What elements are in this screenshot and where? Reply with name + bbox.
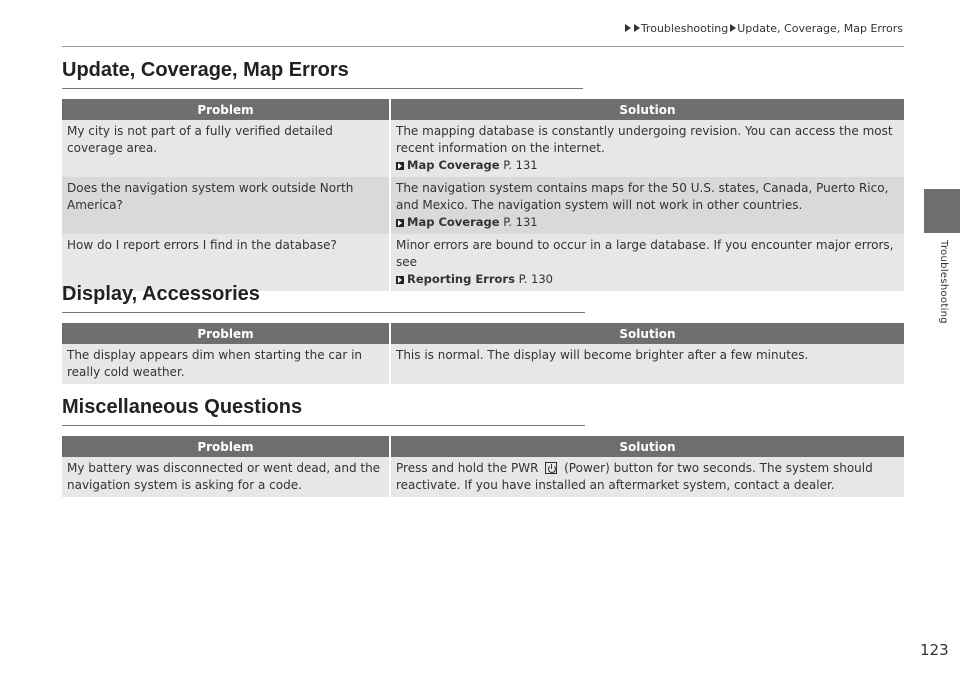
miscellaneous-table [62,436,904,497]
table-header-row [62,436,904,457]
cross-reference-link[interactable] [396,271,898,288]
solution-cell: This is normal. The display will become brighter after a few minutes. [390,344,904,384]
problem-column-header: Problem [62,323,390,344]
problem-cell: The display appears dim when starting the car in really cold weather. [62,344,390,384]
section-divider [62,425,585,426]
solution-cell [390,177,904,234]
table-row [62,344,904,384]
solution-text: Press and hold the PWR [396,461,539,475]
cross-reference-link[interactable] [396,157,898,174]
power-button-icon [545,462,557,474]
reference-title: Reporting Errors [407,272,515,286]
reference-title: Map Coverage [407,215,500,229]
solution-cell [390,234,904,291]
problem-cell: My battery was disconnected or went dead, and the navigation system is asking for a code. [62,457,390,497]
section-divider [62,88,583,89]
problem-column-header: Problem [62,436,390,457]
reference-arrow-icon [396,162,404,170]
breadcrumb-item-troubleshooting[interactable]: Troubleshooting [640,22,729,35]
solution-column-header: Solution [390,323,904,344]
display-accessories-table [62,323,904,384]
problem-cell: My city is not part of a fully verified detailed coverage area. [62,120,390,177]
chapter-tab[interactable] [924,189,960,233]
reference-page: P. 131 [503,158,538,172]
cross-reference-link[interactable] [396,214,898,231]
arrow-icon [625,24,631,32]
solution-text: (Power) button for two seconds. The system should reactivate. If you have installed an aftermarket system, contact a dealer. [396,461,873,492]
reference-arrow-icon [396,276,404,284]
section-title-display-accessories: Display, Accessories [62,283,260,305]
table-header-row [62,323,904,344]
arrow-icon [634,24,640,32]
chapter-tab-label: Troubleshooting [938,240,949,324]
solution-cell [390,120,904,177]
solution-column-header: Solution [390,436,904,457]
reference-title: Map Coverage [407,158,500,172]
page-number: 123 [920,641,949,659]
section-title-miscellaneous: Miscellaneous Questions [62,396,303,418]
table-row [62,177,904,234]
problem-cell: Does the navigation system work outside North America? [62,177,390,234]
problem-cell: How do I report errors I find in the database? [62,234,390,291]
section-divider [62,312,585,313]
table-header-row [62,99,904,120]
reference-page: P. 131 [503,215,538,229]
table-row [62,457,904,497]
solution-text: The navigation system contains maps for the 50 U.S. states, Canada, Puerto Rico, and Mexico. The navigation system will not work in other countries. [396,181,889,212]
table-row [62,120,904,177]
breadcrumb [623,22,903,35]
breadcrumb-item-current: Update, Coverage, Map Errors [737,22,903,35]
solution-text: Minor errors are bound to occur in a large database. If you encounter major errors, see [396,238,894,269]
reference-page: P. 130 [518,272,553,286]
solution-cell [390,457,904,497]
arrow-icon [730,24,736,32]
problem-column-header: Problem [62,99,390,120]
reference-arrow-icon [396,219,404,227]
section-title-update-coverage: Update, Coverage, Map Errors [62,59,349,81]
solution-column-header: Solution [390,99,904,120]
update-coverage-table [62,99,904,291]
solution-text: The mapping database is constantly undergoing revision. You can access the most recent information on the internet. [396,124,893,155]
header-divider [62,46,904,47]
